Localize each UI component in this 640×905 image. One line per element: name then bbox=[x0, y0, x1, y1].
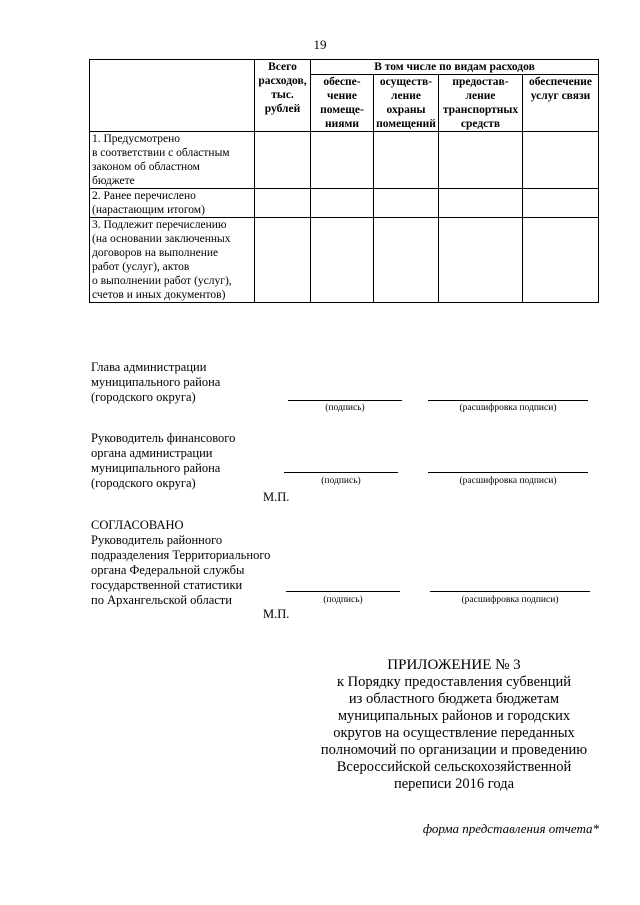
appendix-line: муниципальных районов и городских bbox=[337, 708, 571, 724]
decode-caption: (расшифровка подписи) bbox=[459, 403, 557, 413]
table-cell[interactable] bbox=[439, 189, 523, 218]
table-cell[interactable] bbox=[311, 218, 374, 303]
table-cell[interactable] bbox=[439, 132, 523, 189]
table-cell[interactable] bbox=[255, 218, 311, 303]
stamp-label: М.П. bbox=[263, 607, 290, 621]
appendix-line: Всероссийской сельскохозяйственной bbox=[336, 759, 572, 775]
col-transport-header: предостав- ление транспортных средств bbox=[439, 75, 523, 132]
name-decode-line[interactable] bbox=[428, 472, 588, 473]
table-cell[interactable] bbox=[311, 132, 374, 189]
signature-block-head: Глава администрации муниципального района (городского округа) bbox=[91, 360, 221, 404]
appendix-line: из областного бюджета бюджетам bbox=[348, 691, 560, 707]
table-cell[interactable] bbox=[374, 189, 439, 218]
table-cell[interactable] bbox=[523, 218, 599, 303]
group-header: В том числе по видам расходов bbox=[311, 60, 599, 75]
row-label-transferred: 2. Ранее перечислено (нарастающим итогом) bbox=[90, 189, 255, 218]
table-cell[interactable] bbox=[255, 189, 311, 218]
name-decode-line[interactable] bbox=[430, 591, 590, 592]
appendix-title: ПРИЛОЖЕНИЕ № 3 bbox=[387, 657, 521, 673]
row-label-provided: 1. Предусмотрено в соответствии с областным законом об областном бюджете bbox=[90, 132, 255, 189]
appendix-line: к Порядку предоставления субвенций bbox=[336, 674, 572, 690]
row-label-to-transfer: 3. Подлежит перечислению (на основании заключенных договоров на выполнение работ (услуг), актов о выполнении работ (услуг), счетов и иных документов) bbox=[90, 218, 255, 303]
table-cell[interactable] bbox=[255, 132, 311, 189]
signature-caption: (подпись) bbox=[321, 476, 361, 486]
col-communication-header: обеспечение услуг связи bbox=[523, 75, 599, 132]
table-corner-cell bbox=[90, 60, 255, 132]
name-decode-line[interactable] bbox=[428, 400, 588, 401]
page-number: 19 bbox=[313, 37, 327, 52]
col-total-header: Всего расходов, тыс. рублей bbox=[255, 60, 311, 132]
appendix-header bbox=[300, 657, 608, 793]
col-security-header: осуществ- ление охраны помещений bbox=[374, 75, 439, 132]
signature-line[interactable] bbox=[286, 591, 400, 592]
decode-caption: (расшифровка подписи) bbox=[459, 476, 557, 486]
appendix-line: округов на осуществление переданных bbox=[333, 725, 575, 741]
decode-caption: (расшифровка подписи) bbox=[461, 595, 559, 605]
signature-line[interactable] bbox=[288, 400, 402, 401]
form-note: форма представления отчета* bbox=[422, 821, 599, 836]
signature-caption: (подпись) bbox=[325, 403, 365, 413]
table-cell[interactable] bbox=[374, 132, 439, 189]
table-row bbox=[90, 132, 599, 189]
appendix-line: полномочий по организации и проведению bbox=[320, 742, 588, 758]
signature-block-statistics: СОГЛАСОВАНО Руководитель районного подразделения Территориального органа Федеральной службы государственной статистики по Архангельской области bbox=[91, 518, 271, 607]
expenses-table bbox=[89, 59, 599, 303]
table-cell[interactable] bbox=[374, 218, 439, 303]
col-premises-header: обеспе- чение помеще- ниями bbox=[311, 75, 374, 132]
signature-block-finance: Руководитель финансового органа администрации муниципального района (городского округа) bbox=[91, 431, 236, 490]
signature-line[interactable] bbox=[284, 472, 398, 473]
table-cell[interactable] bbox=[523, 189, 599, 218]
table-row bbox=[90, 218, 599, 303]
signature-caption: (подпись) bbox=[323, 595, 363, 605]
stamp-label: М.П. bbox=[263, 490, 290, 504]
table-cell[interactable] bbox=[311, 189, 374, 218]
table-cell[interactable] bbox=[523, 132, 599, 189]
table-row bbox=[90, 189, 599, 218]
table-cell[interactable] bbox=[439, 218, 523, 303]
appendix-line: переписи 2016 года bbox=[393, 776, 515, 792]
